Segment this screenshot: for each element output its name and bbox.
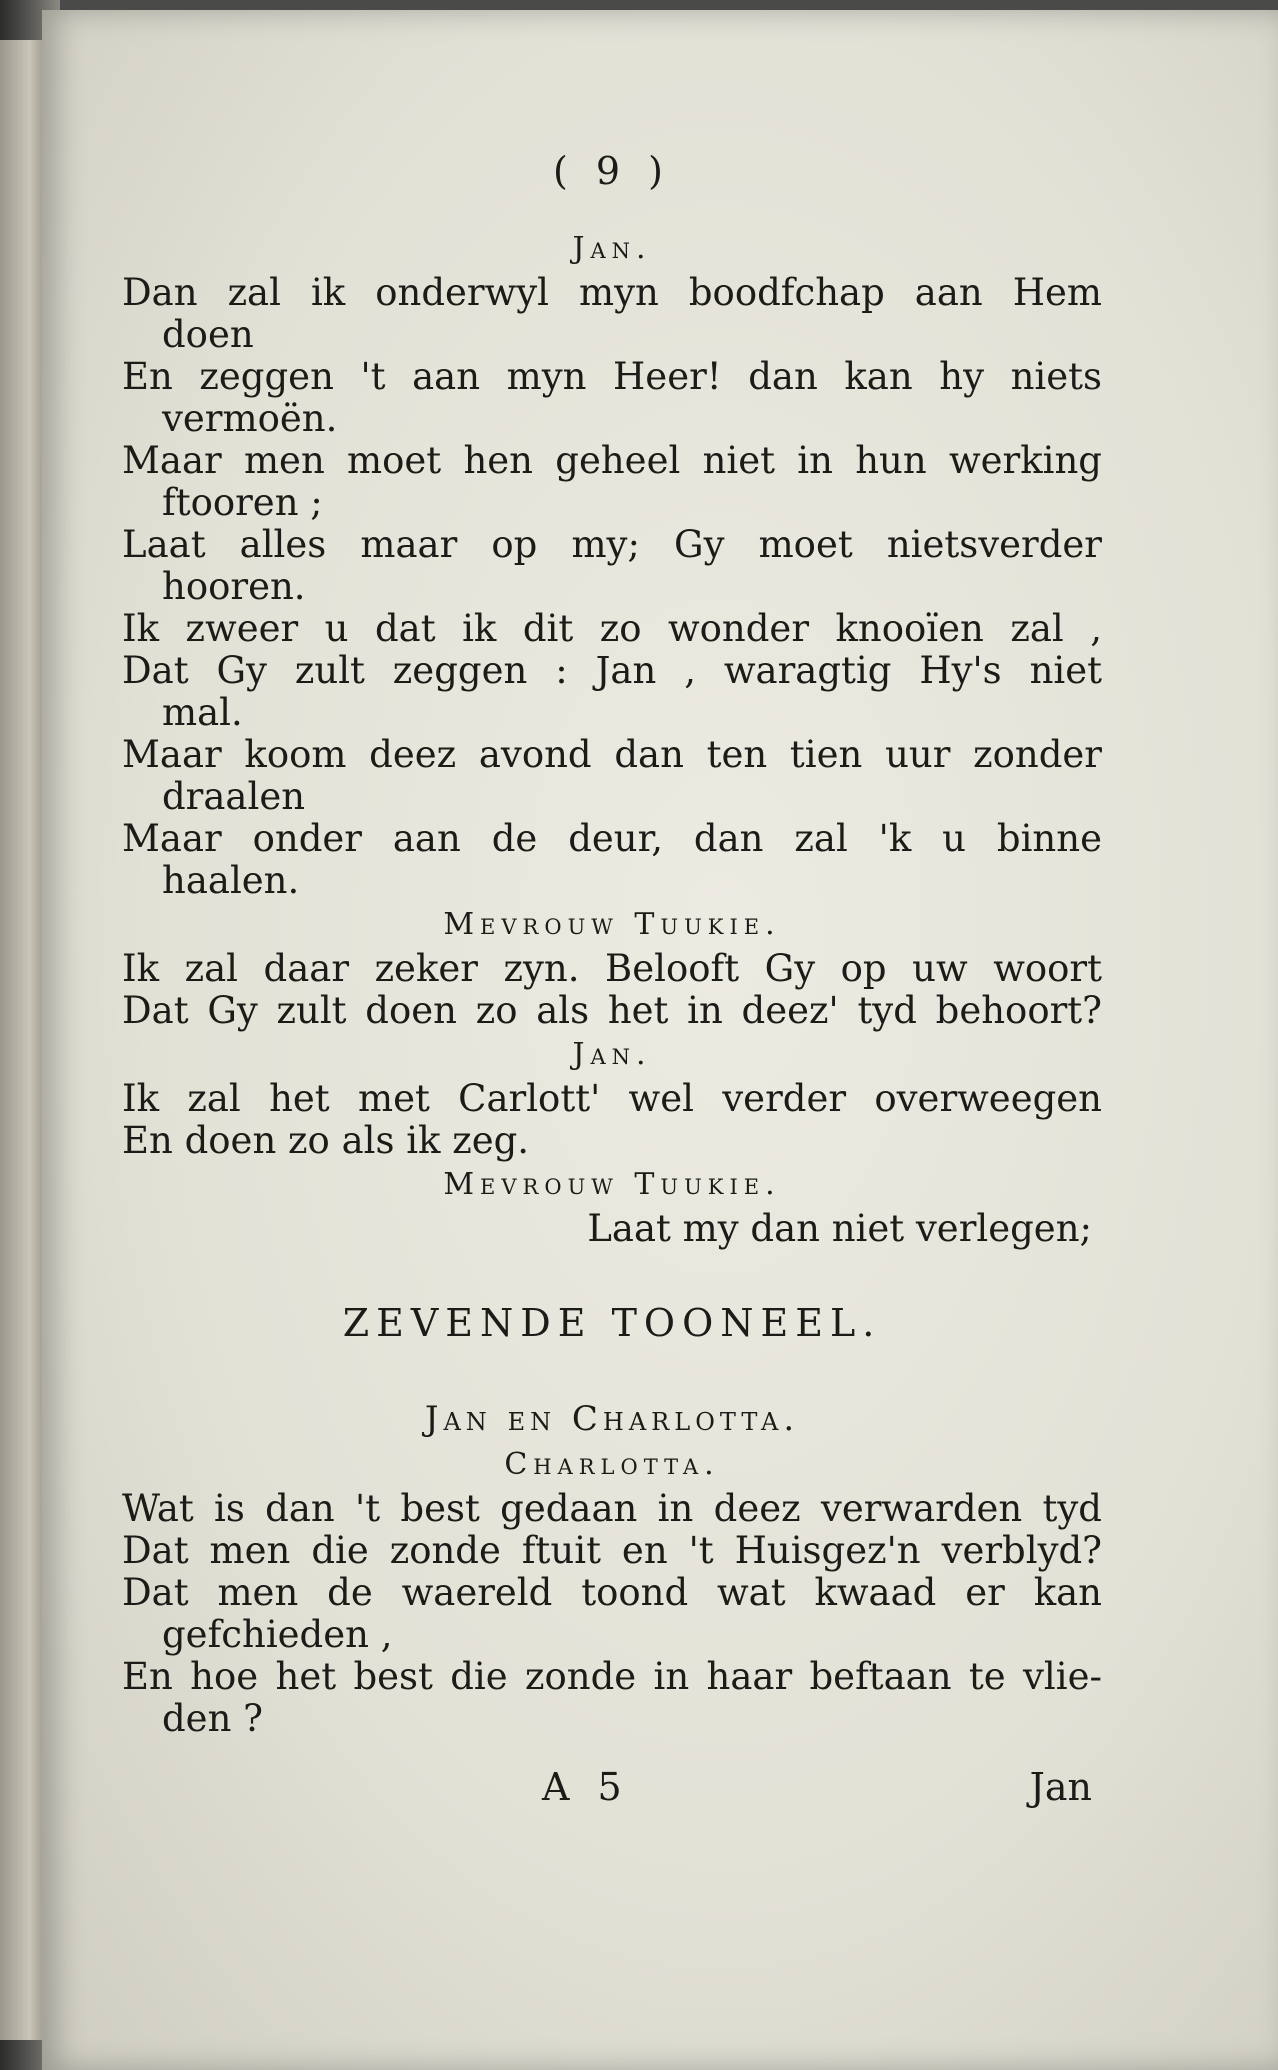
speaker-name: Jan. [572, 1037, 652, 1072]
page-text [122, 150, 1102, 1808]
verse-line: Dat men die zonde ftuit en 't Huisgez'n verblyd? [122, 1529, 1102, 1572]
verse-lines [122, 228, 1102, 1740]
signature-mark: A 5 [542, 1765, 630, 1809]
verse-line: Wat is dan 't best gedaan in deez verwarden tyd [122, 1487, 1102, 1530]
verse-line: En zeggen 't aan myn Heer! dan kan hy niets [122, 355, 1102, 398]
speaker-name: Jan. [572, 231, 652, 266]
verse-line: En hoe het best die zonde in haar beftaan te vlie- [122, 1655, 1102, 1698]
verse-line: Maar koom deez avond dan ten tien uur zonder [122, 733, 1102, 776]
verse-line: Laat alles maar op my; Gy moet nietsverder [122, 523, 1102, 566]
verse-line: Maar onder aan de deur, dan zal 'k u binne [122, 817, 1102, 860]
verse-line: Dan zal ik onderwyl myn boodfchap aan Hem [122, 271, 1102, 314]
verse-continuation: vermoën. [162, 397, 338, 440]
verse-line: Ik zal het met Carlott' wel verder overweegen [122, 1077, 1102, 1120]
verse-line: Dat Gy zult zeggen : Jan , waragtig Hy's niet [122, 649, 1102, 692]
verse-continuation: den ? [162, 1697, 264, 1740]
verse-continuation: mal. [162, 691, 243, 734]
verse-continuation: haalen. [162, 859, 300, 902]
verse-continuation: gefchieden , [162, 1613, 393, 1656]
verse-line: En doen zo als ik zeg. [122, 1119, 530, 1162]
verse-line: Ik zal daar zeker zyn. Belooft Gy op uw woort [122, 947, 1102, 990]
page-number: ( 9 ) [553, 149, 671, 193]
verse-line: Dat men de waereld toond wat kwaad er kan [122, 1571, 1102, 1614]
scene-title: ZEVENDE TOONEEL. [342, 1301, 882, 1345]
previous-page-edge [0, 40, 42, 2040]
speaker-name: Charlotta. [504, 1447, 720, 1482]
verse-line: Ik zweer u dat ik dit zo wonder knooïen zal , [122, 607, 1102, 650]
verse-line: Dat Gy zult doen zo als het in deez' tyd behoort? [122, 989, 1102, 1032]
verse-line-right: Laat my dan niet verlegen; [587, 1207, 1092, 1250]
page-footer [122, 1766, 1102, 1808]
book-page [42, 10, 1278, 2070]
verse-continuation: doen [162, 313, 254, 356]
scene-cast: Jan en Charlotta. [424, 1399, 800, 1439]
speaker-name: Mevrouw Tuukie. [443, 1167, 781, 1202]
verse-continuation: hooren. [162, 565, 306, 608]
verse-continuation: ftooren ; [162, 481, 323, 524]
speaker-name: Mevrouw Tuukie. [443, 907, 781, 942]
catchword: Jan [1029, 1765, 1092, 1809]
verse-continuation: draalen [162, 775, 306, 818]
verse-line: Maar men moet hen geheel niet in hun werking [122, 439, 1102, 482]
